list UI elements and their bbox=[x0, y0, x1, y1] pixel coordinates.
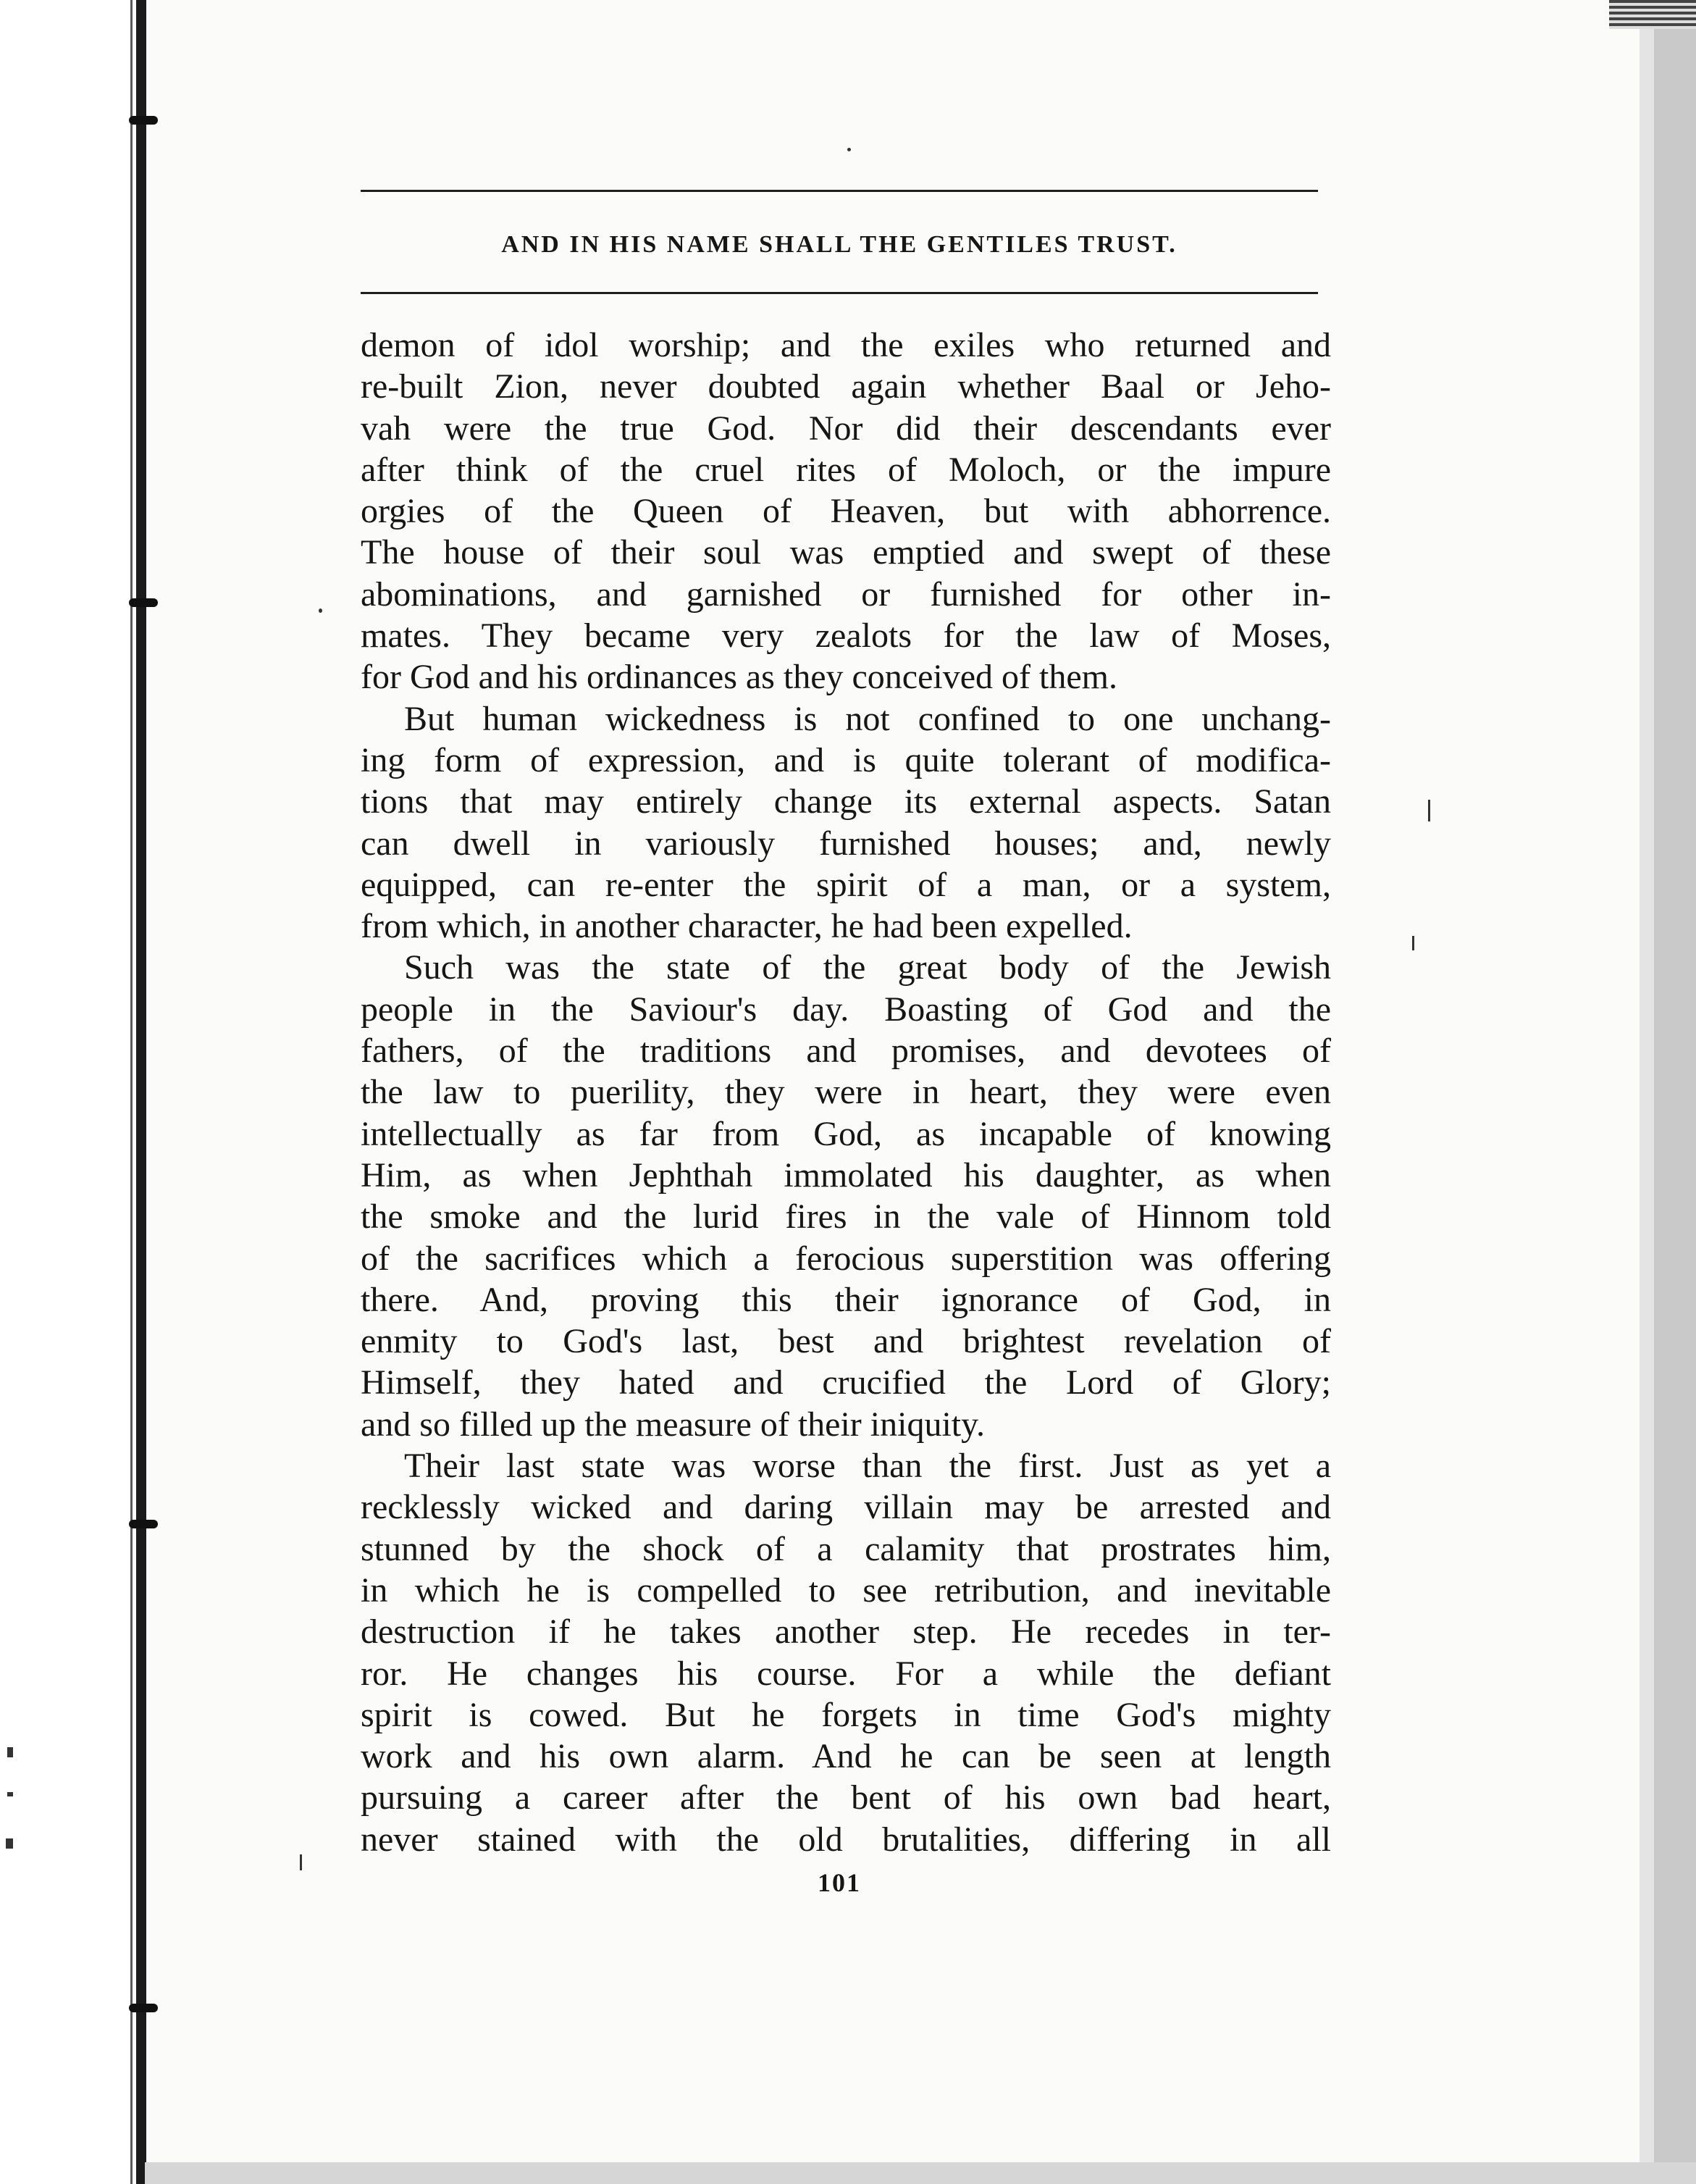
text-line: in which he is compelled to see retribution, and inevitable bbox=[361, 1570, 1331, 1610]
header-rule-bottom bbox=[361, 292, 1318, 294]
book-page bbox=[361, 190, 1338, 1898]
text-line: the law to puerility, they were in heart, they were even bbox=[361, 1073, 1331, 1112]
text-line: work and his own alarm. And he can be seen at length bbox=[361, 1737, 1331, 1776]
text-line: the smoke and the lurid fires in the vale of Hinnom told bbox=[361, 1197, 1331, 1237]
text-line: from which, in another character, he had been expelled. bbox=[361, 907, 1133, 946]
text-line: orgies of the Queen of Heaven, but with abhorrence. bbox=[361, 492, 1331, 531]
binding-stitch bbox=[129, 1520, 158, 1528]
text-line: and so filled up the measure of their iniquity. bbox=[361, 1405, 986, 1444]
binding-stitch bbox=[129, 598, 158, 607]
book-binding-rule bbox=[136, 0, 146, 2184]
running-head: AND IN HIS NAME SHALL THE GENTILES TRUST. bbox=[501, 231, 1177, 258]
text-line: fathers, of the traditions and promises, and devotees of bbox=[361, 1032, 1331, 1071]
text-line: recklessly wicked and daring villain may be arrested and bbox=[361, 1488, 1331, 1527]
text-line: mates. They became very zealots for the law of Moses, bbox=[361, 616, 1331, 656]
scan-speck bbox=[6, 1838, 13, 1849]
text-line: can dwell in variously furnished houses; and, newly bbox=[361, 824, 1331, 863]
text-line: Their last state was worse than the first. Just as yet a bbox=[404, 1447, 1331, 1486]
text-line: But human wickedness is not confined to one unchang- bbox=[404, 699, 1331, 738]
text-line: equipped, can re-enter the spirit of a man, or a system, bbox=[361, 865, 1331, 904]
page-edge-inner bbox=[1640, 29, 1654, 2184]
scan-speck bbox=[7, 1792, 13, 1796]
scan-speck bbox=[847, 148, 851, 151]
text-line: destruction if he takes another step. He recedes in ter- bbox=[361, 1612, 1331, 1652]
page-bottom-shadow bbox=[145, 2162, 1696, 2184]
page-edge-outer bbox=[1654, 29, 1696, 2184]
text-line: intellectually as far from God, as incapable of knowing bbox=[361, 1114, 1331, 1153]
binding-stitch bbox=[129, 116, 158, 125]
text-line: Himself, they hated and crucified the Lord of Glory; bbox=[361, 1363, 1331, 1402]
text-line: abominations, and garnished or furnished for other in- bbox=[361, 574, 1331, 614]
text-line: vah were the true God. Nor did their descendants ever bbox=[361, 409, 1331, 448]
text-line: re-built Zion, never doubted again whether Baal or Jeho- bbox=[361, 367, 1331, 406]
header-rule-top bbox=[361, 190, 1318, 192]
binding-stitch bbox=[129, 2004, 158, 2012]
text-line: tions that may entirely change its external aspects. Satan bbox=[361, 782, 1331, 821]
scan-speck bbox=[7, 1747, 13, 1757]
left-margin bbox=[0, 0, 130, 2184]
text-line: spirit is cowed. But he forgets in time God's mighty bbox=[361, 1695, 1331, 1734]
text-line: there. And, proving this their ignorance of God, in bbox=[361, 1280, 1331, 1319]
text-line: enmity to God's last, best and brightest revelation of bbox=[361, 1322, 1331, 1361]
scan-speck bbox=[319, 608, 322, 613]
page-stack-top-edge bbox=[1609, 0, 1696, 29]
text-line: Him, as when Jephthah immolated his daughter, as when bbox=[361, 1155, 1331, 1194]
text-line: ror. He changes his course. For a while the defiant bbox=[361, 1654, 1331, 1693]
page-number: 101 bbox=[818, 1867, 861, 1897]
text-line: stunned by the shock of a calamity that prostrates him, bbox=[361, 1529, 1331, 1568]
body-text bbox=[361, 325, 1331, 1860]
text-line: Such was the state of the great body of the Jewish bbox=[404, 948, 1331, 987]
scan-speck bbox=[1428, 800, 1430, 821]
text-line: ing form of expression, and is quite tolerant of modifica- bbox=[361, 740, 1331, 779]
text-line: never stained with the old brutalities, differing in all bbox=[361, 1820, 1331, 1859]
scan-speck bbox=[300, 1854, 302, 1870]
text-line: for God and his ordinances as they conceived of them. bbox=[361, 658, 1118, 697]
text-line: pursuing a career after the bent of his own bad heart, bbox=[361, 1778, 1331, 1817]
text-line: The house of their soul was emptied and swept of these bbox=[361, 533, 1331, 572]
binding-edge-line bbox=[130, 0, 133, 2184]
text-line: demon of idol worship; and the exiles who returned and bbox=[361, 326, 1331, 364]
text-line: people in the Saviour's day. Boasting of God and the bbox=[361, 990, 1331, 1029]
text-line: of the sacrifices which a ferocious superstition was offering bbox=[361, 1239, 1331, 1278]
scan-speck bbox=[1412, 936, 1414, 950]
text-line: after think of the cruel rites of Moloch, or the impure bbox=[361, 450, 1331, 489]
